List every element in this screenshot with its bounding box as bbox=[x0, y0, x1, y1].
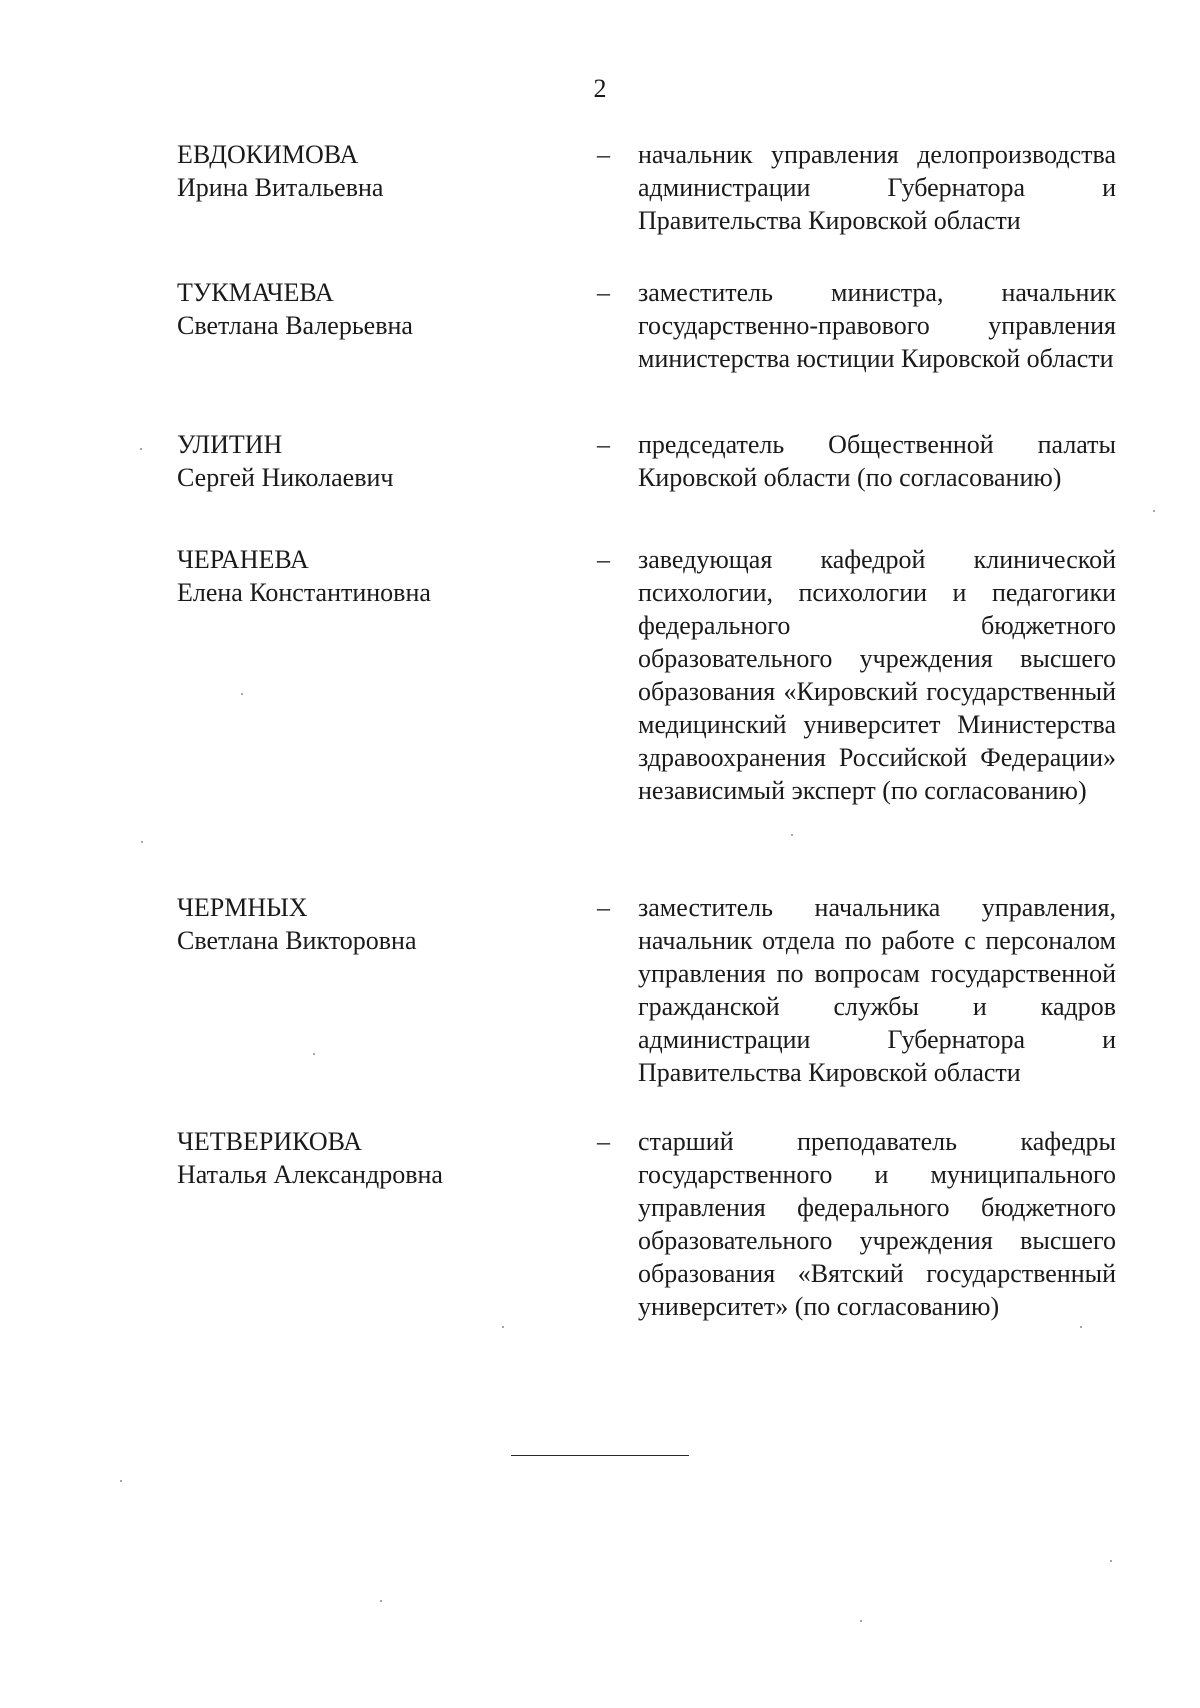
scan-speck bbox=[313, 1053, 315, 1055]
end-of-list-rule bbox=[511, 1455, 689, 1456]
member-dash: – bbox=[597, 545, 610, 574]
scan-speck bbox=[860, 1620, 862, 1622]
member-position: начальник управления делопроизводства администрации Губернатора и Правительства Кировской области bbox=[638, 140, 1116, 235]
member-surname: ЕВДОКИМОВА bbox=[177, 140, 359, 169]
member-given-names: Сергей Николаевич bbox=[177, 463, 394, 492]
member-name bbox=[177, 276, 577, 342]
member-name bbox=[177, 1125, 577, 1191]
member-given-names: Светлана Викторовна bbox=[177, 926, 417, 955]
member-surname: ЧЕТВЕРИКОВА bbox=[177, 1127, 363, 1156]
scan-speck bbox=[1080, 1326, 1082, 1328]
member-dash: – bbox=[597, 430, 610, 459]
member-given-names: Светлана Валерьевна bbox=[177, 311, 413, 340]
member-name bbox=[177, 543, 577, 609]
member-position: заведующая кафедрой клинической психологии, психологии и педагогики федерального бюджетного образовательного учреждения высшего образования «Кировский государственный медицинский университет Министерства здравоохранения Российской Федерации» независимый эксперт (по согласованию) bbox=[638, 545, 1116, 805]
member-surname: ЧЕРАНЕВА bbox=[177, 545, 309, 574]
page-number: 2 bbox=[593, 74, 607, 103]
member-surname: ТУКМАЧЕВА bbox=[177, 278, 334, 307]
member-name bbox=[177, 428, 577, 494]
member-given-names: Наталья Александровна bbox=[177, 1160, 443, 1189]
member-position: заместитель начальника управления, начальник отдела по работе с персоналом управления по вопросам государственной гражданской службы и кадров администрации Губернатора и Правительства Кировской области bbox=[638, 893, 1116, 1087]
member-position: старший преподаватель кафедры государственного и муниципального управления федерального бюджетного образовательного учреждения высшего образования «Вятский государственный университет» (по согласованию) bbox=[638, 1127, 1116, 1321]
member-name bbox=[177, 891, 577, 957]
scan-speck bbox=[1153, 510, 1155, 512]
scan-speck bbox=[380, 1600, 382, 1602]
scan-speck bbox=[1110, 1560, 1112, 1562]
scan-speck bbox=[141, 841, 143, 843]
member-position: председатель Общественной палаты Кировской области (по согласованию) bbox=[638, 430, 1116, 492]
scan-speck bbox=[502, 1326, 504, 1328]
scan-speck bbox=[791, 834, 793, 836]
member-surname: УЛИТИН bbox=[177, 430, 283, 459]
member-name bbox=[177, 138, 577, 204]
member-surname: ЧЕРМНЫХ bbox=[177, 893, 308, 922]
member-dash: – bbox=[597, 278, 610, 307]
scan-speck bbox=[241, 693, 243, 695]
scan-speck bbox=[140, 448, 142, 450]
member-given-names: Елена Константиновна bbox=[177, 578, 431, 607]
member-dash: – bbox=[597, 140, 610, 169]
member-given-names: Ирина Витальевна bbox=[177, 173, 384, 202]
member-dash: – bbox=[597, 893, 610, 922]
member-dash: – bbox=[597, 1127, 610, 1156]
member-position: заместитель министра, начальник государственно-правового управления министерства юстиции Кировской области bbox=[638, 278, 1116, 373]
scan-speck bbox=[120, 1480, 122, 1482]
